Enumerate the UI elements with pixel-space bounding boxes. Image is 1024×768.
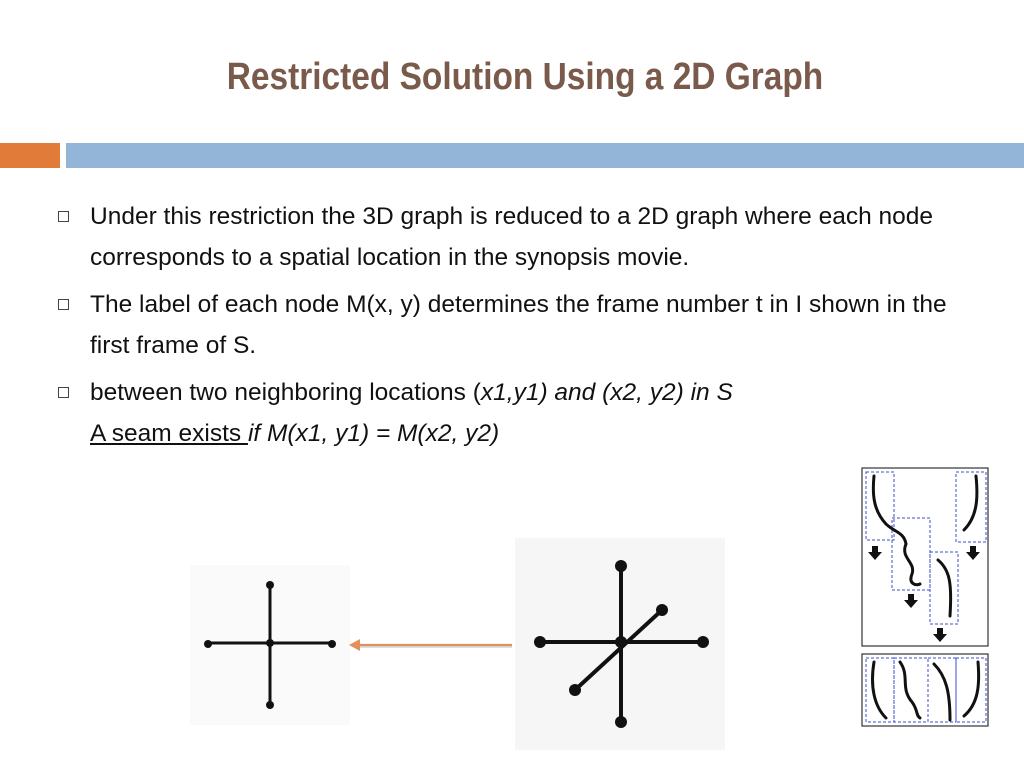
square-bullet-icon: [58, 387, 69, 398]
left-arrow-icon: [346, 636, 516, 654]
left-graph-figure: [190, 565, 350, 725]
right-graph-figure: [515, 538, 725, 750]
seam-diagram-figure: [860, 466, 990, 730]
square-bullet-icon: [58, 299, 69, 310]
bullet-text-italic: if M(x1, y1) = M(x2, y2): [247, 420, 500, 447]
bullet-text: between two neighboring locations (: [90, 379, 481, 406]
bullet-item: [56, 196, 956, 278]
bullet-item: [56, 372, 956, 454]
slide-title: Restricted Solution Using a 2D Graph: [226, 56, 824, 98]
bullet-text: The label of each node M(x, y) determines the frame number t in I shown in the first frame of S.: [90, 291, 947, 359]
bullet-list: [56, 196, 956, 460]
square-bullet-icon: [58, 211, 69, 222]
accent-bar-orange: [0, 143, 60, 168]
bullet-text: Under this restriction the 3D graph is reduced to a 2D graph where each node corresponds to a spatial location in the synopsis movie.: [90, 203, 934, 271]
bullet-item: [56, 284, 956, 366]
bullet-text-italic: x1,y1) and (x2, y2) in S: [480, 379, 733, 406]
accent-bar-blue: [66, 143, 1024, 168]
bullet-text-underline: A seam exists: [90, 420, 248, 447]
